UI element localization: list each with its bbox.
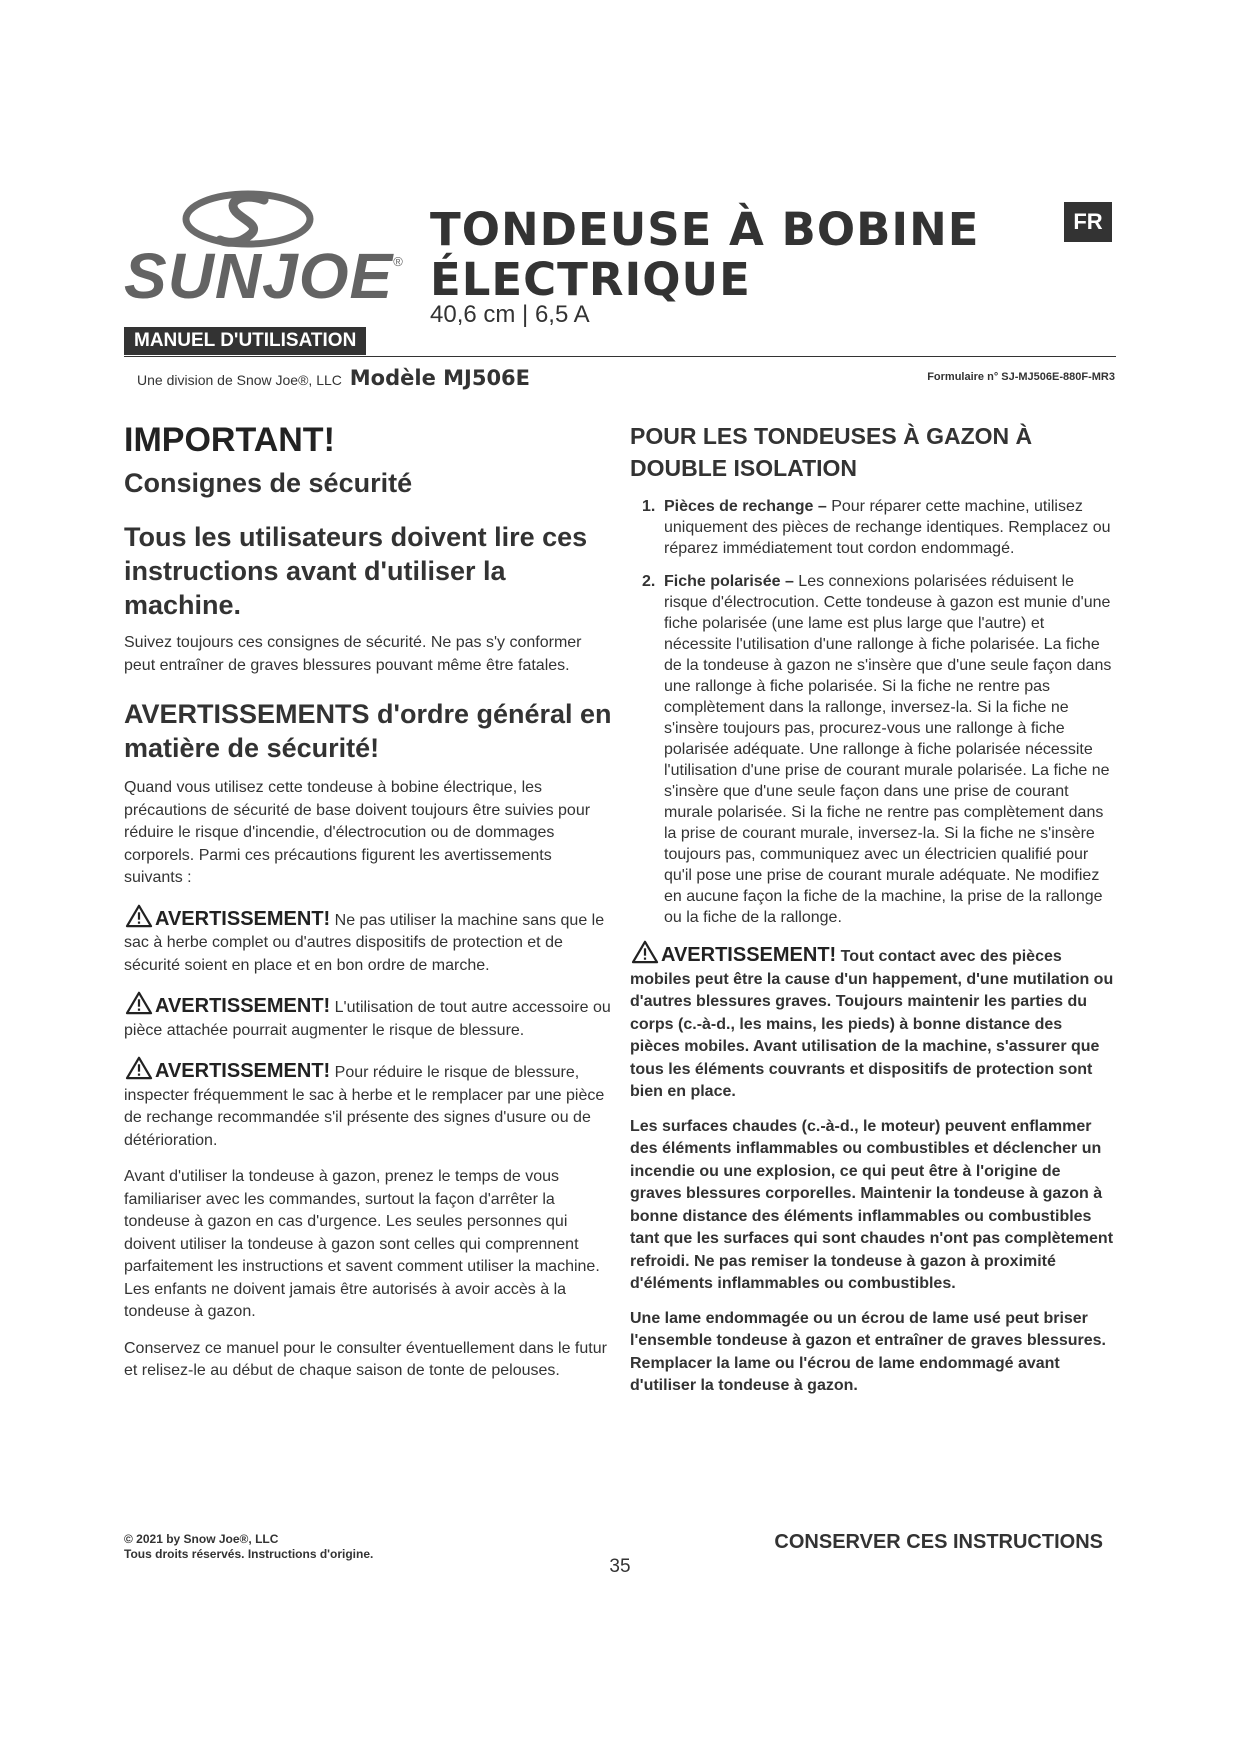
warning-label: AVERTISSEMENT! xyxy=(661,944,837,966)
left-column xyxy=(124,420,612,1383)
title-line-2: ÉLECTRIQUE xyxy=(430,253,751,306)
item-text: Les connexions polarisées réduisent le risque d'électrocution. Cette tondeuse à gazon est munie d'une fiche polarisée (une lame est plus large que l'autre) et nécessite l'utilisation d'une rallonge à fiche polarisée. La fiche de la tondeuse à gazon ne s'insère que d'une seule façon dans une rallonge à fiche polarisée. Si la fiche ne rentre pas complètement dans la rallonge, inversez-la. Si la fiche ne s'insère toujours pas, procurez-vous une rallonge à fiche polarisée adéquate. Une rallonge à fiche polarisée nécessite l'utilisation d'une prise de courant murale polarisée. La fiche ne s'insère que d'une seule façon dans une prise de courant murale polarisée. Si la fiche ne rentre pas complètement dans la prise de courant murale, inversez-la. Si la fiche ne s'insère toujours pas, communiquez avec un électricien qualifié pour qu'il pose une prise de courant murale adéquate. Ne modifiez en aucune façon la fiche de la machine, la prise de la rallonge ou la fiche de la rallonge. xyxy=(664,573,1112,926)
safety-subheading: Consignes de sécurité xyxy=(124,468,413,498)
form-number: Formulaire n° SJ-MJ506E-880F-MR3 xyxy=(927,371,1115,383)
copyright-text: © 2021 by Snow Joe®, LLC xyxy=(124,1532,279,1546)
item-lead: Pièces de rechange – xyxy=(664,498,827,515)
warning-text: L'utilisation de tout autre accessoire ou pièce attachée pourrait augmenter le risque de blessure. xyxy=(124,999,611,1039)
model-number: Modèle MJ506E xyxy=(349,366,531,390)
precautions-paragraph: Quand vous utilisez cette tondeuse à bobine électrique, les précautions de sécurité de base doivent toujours être suivies pour réduire le risque d'incendie, d'électrocution ou de dommages corporels. Parmi ces précautions figurent les avertissements suivants : xyxy=(124,779,591,886)
familiarize-paragraph: Avant d'utiliser la tondeuse à gazon, prenez le temps de vous familiariser avec les commandes, surtout la façon d'arrêter la tondeuse à gazon en cas d'urgence. Les seules personnes qui doivent utiliser la tondeuse à gazon sont celles qui comprennent parfaitement les instructions et savent comment utiliser la machine. Les enfants ne doivent jamais être autorisés à avoir accès à la tondeuse à gazon. xyxy=(124,1168,600,1320)
item-number: 2. xyxy=(642,573,656,590)
item-lead: Fiche polarisée – xyxy=(664,573,794,590)
copyright-block xyxy=(124,1532,373,1562)
keep-manual-paragraph: Conservez ce manuel pour le consulter éventuellement dans le futur et relisez-le au début de chaque saison de tonte de pelouses. xyxy=(124,1339,607,1379)
damaged-blade-paragraph: Une lame endommagée ou un écrou de lame usé peut briser l'ensemble tondeuse à gazon et entraîner de graves blessures. Remplacer la lame ou l'écrou de lame endommagé avant d'utiliser la tondeuse à gazon. xyxy=(630,1309,1106,1394)
warning-paragraph xyxy=(124,1056,612,1152)
warning-triangle-icon xyxy=(124,904,154,928)
warning-triangle-icon xyxy=(630,940,660,964)
warning-triangle-icon xyxy=(124,991,154,1015)
list-item xyxy=(630,571,1114,928)
double-insulation-heading: POUR LES TONDEUSES À GAZON À DOUBLE ISOLATION xyxy=(630,423,1033,481)
warning-text: Pour réduire le risque de blessure, inspecter fréquemment le sac à herbe et le remplacer par une pièce de rechange recommandée s'il présente des signes d'usure ou de détérioration. xyxy=(124,1064,605,1149)
rights-text: Tous droits réservés. Instructions d'origine. xyxy=(124,1547,374,1561)
division-line xyxy=(137,366,530,390)
warning-text: Ne pas utiliser la machine sans que le sac à herbe complet ou d'autres dispositifs de protection et de sécurité soient en place et en bon ordre de marche. xyxy=(124,911,605,974)
hot-surfaces-paragraph: Les surfaces chaudes (c.-à-d., le moteur) peuvent enflammer des éléments inflammables ou combustibles et déclencher un incendie ou une explosion, ce qui peut être à l'origine de graves blessures corporelles. Maintenir la tondeuse à gazon à bonne distance des éléments inflammables ou combustibles tant que les surfaces qui sont chaudes n'ont pas complètement refroidi. Ne pas remiser la tondeuse à gazon à proximité d'éléments inflammables ou combustibles. xyxy=(630,1117,1114,1292)
safety-intro-paragraph: Suivez toujours ces consignes de sécurité. Ne pas s'y conformer peut entraîner de graves blessures pouvant même être fatales. xyxy=(124,634,582,674)
keep-instructions-footer: CONSERVER CES INSTRUCTIONS xyxy=(774,1531,1103,1553)
brand-wordmark: SUNJOE® xyxy=(124,240,404,312)
list-item xyxy=(630,496,1114,559)
item-text: Pour réparer cette machine, utilisez uniquement des pièces de rechange identiques. Remplacez ou réparez immédiatement tout cordon endommagé. xyxy=(664,498,1111,557)
header-divider xyxy=(124,356,1116,357)
warning-triangle-icon xyxy=(124,1056,154,1080)
item-number: 1. xyxy=(642,498,656,515)
language-badge: FR xyxy=(1064,202,1112,242)
read-instructions-heading: Tous les utilisateurs doivent lire ces instructions avant d'utiliser la machine. xyxy=(124,522,588,620)
warning-label: AVERTISSEMENT! xyxy=(155,1060,331,1082)
important-heading: IMPORTANT! xyxy=(124,421,335,459)
moving-parts-warning xyxy=(630,940,1114,1104)
page-number: 35 xyxy=(609,1556,631,1577)
warning-paragraph xyxy=(124,904,612,978)
warning-text: Tout contact avec des pièces mobiles peut être la cause d'un happement, d'une mutilation ou d'autres blessures graves. Toujours maintenir les parties du corps (c.-à-d., les mains, les pieds) à bonne distance des pièces mobiles. Avant utilisation de la machine, s'assurer que tous les éléments couvrants et dispositifs de protection sont bien en place. xyxy=(630,948,1114,1100)
division-text: Une division de Snow Joe®, LLC xyxy=(137,372,342,388)
warning-label: AVERTISSEMENT! xyxy=(155,907,331,930)
general-warnings-heading: AVERTISSEMENTS d'ordre général en matière de sécurité! xyxy=(124,699,612,763)
manual-label: MANUEL D'UTILISATION xyxy=(124,327,366,355)
title-line-1: TONDEUSE À BOBINE xyxy=(430,203,980,256)
right-column xyxy=(630,420,1114,1398)
insulation-list xyxy=(630,496,1114,928)
warning-label: AVERTISSEMENT! xyxy=(155,995,331,1017)
product-specs: 40,6 cm | 6,5 A xyxy=(430,301,590,328)
warning-paragraph xyxy=(124,991,612,1042)
